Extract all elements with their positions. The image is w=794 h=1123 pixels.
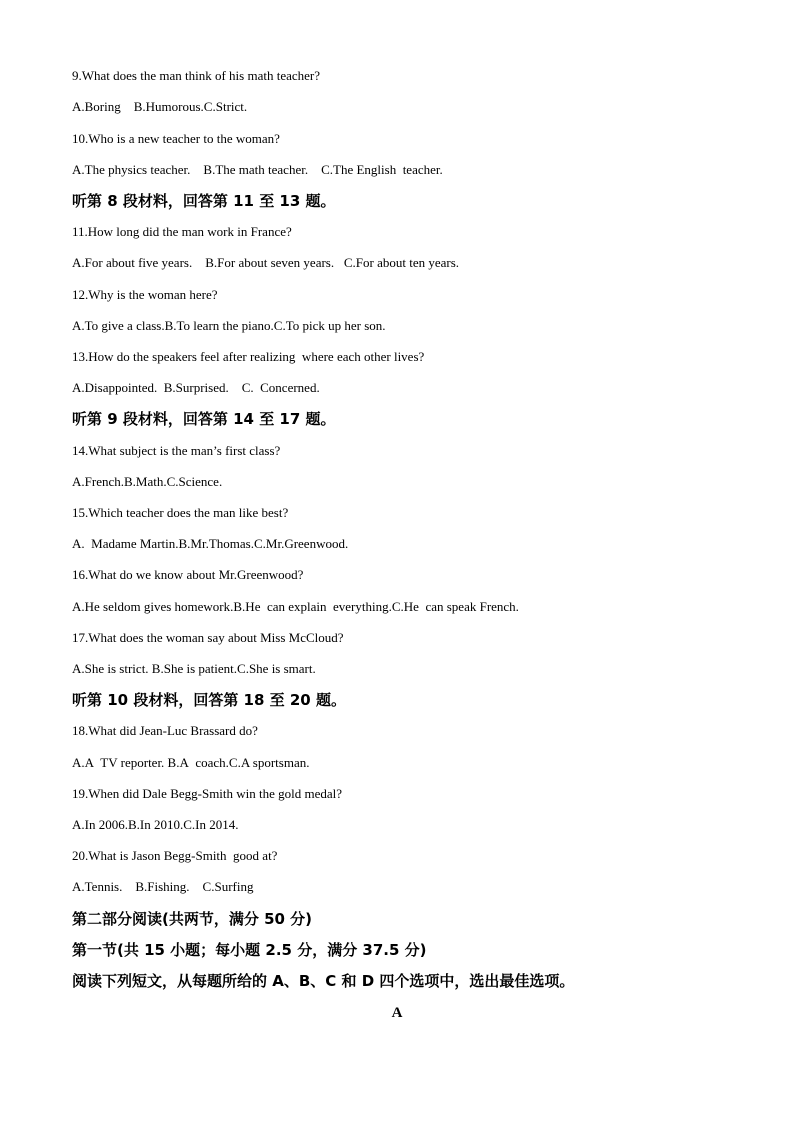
question-16: 16.What do we know about Mr.Greenwood? [72, 567, 304, 582]
question-12-options: A.To give a class.B.To learn the piano.C.To pick up her son. [72, 318, 386, 333]
question-14-options: A.French.B.Math.C.Science. [72, 474, 223, 489]
question-13: 13.How do the speakers feel after realizing where each other lives? [72, 349, 425, 364]
section-heading-material-10: 听第 10 段材料，回答第 18 至 20 题。 [72, 691, 346, 709]
question-9: 9.What does the man think of his math teacher? [72, 68, 321, 83]
question-18: 18.What did Jean-Luc Brassard do? [72, 723, 258, 738]
question-17: 17.What does the woman say about Miss McCloud? [72, 630, 344, 645]
section-heading-material-9: 听第 9 段材料，回答第 14 至 17 题。 [72, 410, 336, 428]
question-12: 12.Why is the woman here? [72, 287, 218, 302]
question-15: 15.Which teacher does the man like best? [72, 505, 289, 520]
section-one-heading: 第一节(共 15 小题；每小题 2.5 分，满分 37.5 分) [72, 941, 427, 959]
question-20-options: A.Tennis. B.Fishing. C.Surfing [72, 879, 254, 894]
part-two-heading: 第二部分阅读(共两节，满分 50 分) [72, 910, 313, 928]
question-10: 10.Who is a new teacher to the woman? [72, 131, 280, 146]
question-19-options: A.In 2006.B.In 2010.C.In 2014. [72, 817, 239, 832]
question-20: 20.What is Jason Begg-Smith good at? [72, 848, 278, 863]
passage-label-a: A [391, 1005, 403, 1021]
question-15-options: A. Madame Martin.B.Mr.Thomas.C.Mr.Greenwood. [72, 536, 349, 551]
section-heading-material-8: 听第 8 段材料，回答第 11 至 13 题。 [72, 192, 336, 210]
question-14: 14.What subject is the man’s first class? [72, 443, 281, 458]
question-11-options: A.For about five years. B.For about seven years. C.For about ten years. [72, 255, 460, 270]
question-18-options: A.A TV reporter. B.A coach.C.A sportsman. [72, 755, 310, 770]
question-17-options: A.She is strict. B.She is patient.C.She is smart. [72, 661, 316, 676]
question-11: 11.How long did the man work in France? [72, 224, 292, 239]
question-10-options: A.The physics teacher. B.The math teacher. C.The English teacher. [72, 162, 443, 177]
question-16-options: A.He seldom gives homework.B.He can explain everything.C.He can speak French. [72, 599, 519, 614]
question-9-options: A.Boring B.Humorous.C.Strict. [72, 99, 248, 114]
question-13-options: A.Disappointed. B.Surprised. C. Concerned. [72, 380, 320, 395]
reading-instructions: 阅读下列短文，从每题所给的 A、B、C 和 D 四个选项中，选出最佳选项。 [72, 972, 575, 990]
question-19: 19.When did Dale Begg-Smith win the gold medal? [72, 786, 343, 801]
